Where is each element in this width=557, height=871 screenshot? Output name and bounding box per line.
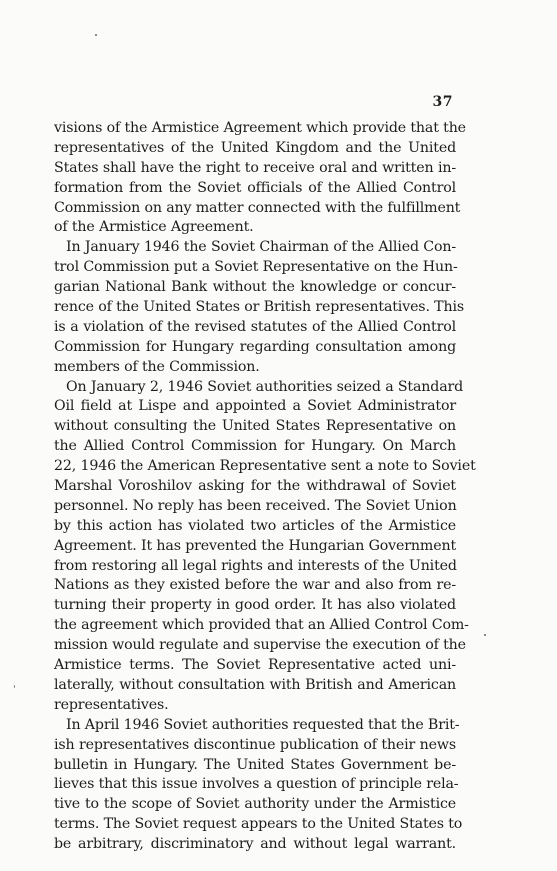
text-line: mission would regulate and supervise the execution of the: [54, 637, 466, 654]
text-line: members of the Commission.: [54, 358, 260, 375]
text-line: without consulting the United States Representative on: [54, 418, 456, 435]
print-speck: [95, 34, 97, 36]
text-line: visions of the Armistice Agreement which provide that the: [54, 120, 466, 136]
text-line: trol Commission put a Soviet Representative on the Hun-: [54, 259, 458, 276]
text-line: the agreement which provided that an Allied Control Com-: [54, 617, 469, 634]
text-line: On January 2, 1946 Soviet authorities seized a Standard: [66, 378, 464, 395]
text-line: bulletin in Hungary. The United States Government be-: [54, 756, 456, 773]
text-line: rence of the United States or British representatives. This: [54, 299, 464, 316]
text-line: formation from the Soviet officials of the Allied Control: [54, 179, 456, 196]
text-line: States shall have the right to receive oral and written in-: [54, 159, 456, 176]
text-line: Agreement. It has prevented the Hungarian Government: [54, 537, 456, 554]
text-line: be arbitrary, discriminatory and without legal warrant.: [54, 836, 456, 853]
text-line: by this action has violated two articles of the Armistice: [54, 517, 456, 534]
page-number: 37: [432, 94, 453, 110]
text-line: ish representatives discontinue publication of their news: [54, 736, 456, 753]
text-line: of the Armistice Agreement.: [54, 219, 254, 236]
text-line: laterally, without consultation with British and American: [54, 676, 456, 693]
text-line: turning their property in good order. It has also violated: [54, 597, 456, 614]
body-text: [54, 119, 476, 855]
text-line: Armistice terms. The Soviet Representative acted uni-: [54, 657, 456, 674]
text-line: personnel. No reply has been received. The Soviet Union: [54, 497, 457, 514]
print-speck: [14, 685, 15, 688]
text-line: from restoring all legal rights and interests of the United: [54, 557, 457, 574]
text-line: the Allied Control Commission for Hungary. On March: [54, 438, 456, 455]
text-line: is a violation of the revised statutes of the Allied Control: [54, 318, 456, 335]
text-line: Marshal Voroshilov asking for the withdrawal of Soviet: [54, 478, 456, 495]
text-line: terms. The Soviet request appears to the United States to: [54, 816, 463, 833]
text-line: Oil field at Lispe and appointed a Soviet Administrator: [54, 398, 456, 415]
text-line: In April 1946 Soviet authorities requested that the Brit-: [66, 716, 460, 733]
text-line: representatives of the United Kingdom and the United: [54, 139, 456, 156]
text-line: garian National Bank without the knowledge or concur-: [54, 279, 456, 296]
text-line: Commission on any matter connected with the fulfillment: [54, 199, 461, 216]
print-speck: [484, 634, 486, 636]
text-line: representatives.: [54, 696, 169, 713]
text-line: 22, 1946 the American Representative sent a note to Soviet: [54, 458, 476, 475]
text-line: In January 1946 the Soviet Chairman of the Allied Con-: [66, 239, 456, 256]
text-line: Nations as they existed before the war and also from re-: [54, 577, 456, 594]
text-line: lieves that this issue involves a question of principle rela-: [54, 776, 459, 793]
text-line: Commission for Hungary regarding consultation among: [54, 338, 456, 355]
text-line: tive to the scope of Soviet authority under the Armistice: [54, 796, 456, 813]
